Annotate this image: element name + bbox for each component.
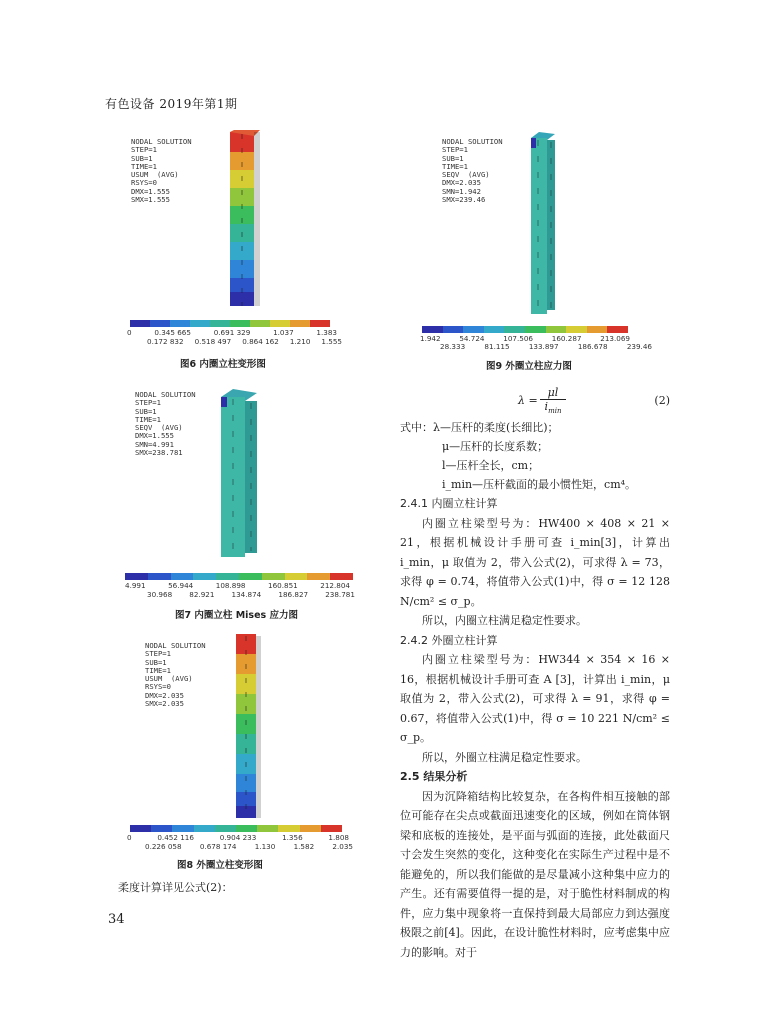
legend-tick-label: 1.130 xyxy=(254,842,276,851)
definition-prefix: 式中： xyxy=(400,421,433,434)
solution-line: TIME=1 xyxy=(131,161,157,171)
color-legend xyxy=(125,573,353,580)
solution-line: STEP=1 xyxy=(145,649,171,659)
solution-line: STEP=1 xyxy=(442,145,468,155)
legend-swatch xyxy=(170,320,190,327)
legend-swatch xyxy=(262,573,285,580)
figure-caption: 图8 外圈立柱变形图 xyxy=(177,860,263,871)
legend-swatch xyxy=(148,573,171,580)
formula-denominator: i xyxy=(544,400,549,413)
solution-line: RSYS=0 xyxy=(131,178,157,188)
legend-swatch xyxy=(270,320,290,327)
solution-line: SMX=239.46 xyxy=(442,195,486,205)
legend-swatch xyxy=(290,320,310,327)
paragraph: 内圈立柱梁型号为：HW400 × 408 × 21 × 21，根据机械设计手册可查 i_min[3]，计算出 i_min，μ 取值为 2，带入公式(2)，可求得 λ = 73，求得 φ = 0.74，将值带入公式(1)中，得 σ = 12 128 N/cm² ≤ σ_p。 xyxy=(400,516,670,608)
column-model xyxy=(220,130,270,310)
legend-tick-label: 0.864 162 xyxy=(242,337,279,346)
legend-swatch xyxy=(463,326,484,333)
figure-caption: 图6 内圈立柱变形图 xyxy=(180,359,266,370)
legend-tick-label: 82.921 xyxy=(189,590,215,599)
legend-swatch xyxy=(546,326,567,333)
body-text-right xyxy=(400,494,670,962)
solution-info xyxy=(131,138,192,204)
color-legend xyxy=(130,320,330,327)
legend-tick-label: 134.874 xyxy=(231,590,262,599)
legend-swatch xyxy=(566,326,587,333)
legend-tick-label: 1.555 xyxy=(321,337,342,346)
figure-caption: 图9 外圈立柱应力图 xyxy=(486,361,572,372)
solution-line: STEP=1 xyxy=(135,398,161,408)
legend-tick-label: 0 xyxy=(127,833,132,842)
legend-tick-label: 0.518 497 xyxy=(194,337,232,346)
legend-tick-label: 213.069 xyxy=(600,334,630,343)
definition-text: μ—压杆的长度系数； xyxy=(442,440,549,453)
legend-tick-label: 0 xyxy=(127,328,132,337)
color-legend xyxy=(130,825,342,832)
running-header: 有色设备 2019年第1期 xyxy=(105,97,238,111)
solution-line: SMX=2.035 xyxy=(145,699,184,709)
legend-ticks-top xyxy=(127,833,349,842)
solution-line: DMX=2.035 xyxy=(442,178,481,188)
definition-text: l—压杆全长，cm； xyxy=(442,459,540,472)
solution-line: NODAL SOLUTION xyxy=(145,641,206,650)
legend-tick-label: 0.345 665 xyxy=(154,328,191,337)
paragraph: 内圈立柱梁型号为：HW344 × 354 × 16 × 16，根据机械设计手册可查 A [3]，计算出 i_min，μ 取值为 2，带入公式(2)，可求得 λ = 91，求得 φ = 0.67，将值带入公式(1)中，得 σ = 10 221 N/cm² ≤ σ_p。 xyxy=(400,653,670,744)
color-legend xyxy=(422,326,628,333)
definition-row xyxy=(400,456,670,475)
left-last-line: 柔度计算详见公式(2)： xyxy=(118,881,233,894)
solution-info xyxy=(135,391,196,457)
legend-swatch xyxy=(525,326,546,333)
legend-tick-label: 239.46 xyxy=(626,342,652,351)
solution-line: DMX=2.035 xyxy=(145,690,184,700)
column-model xyxy=(228,632,268,822)
legend-tick-label: 212.804 xyxy=(320,581,350,590)
section-heading: 2.4.1 内圈立柱计算 xyxy=(400,497,498,510)
solution-line: SMN=1.942 xyxy=(442,186,481,196)
legend-tick-label: 0.452 116 xyxy=(157,833,194,842)
figure-8 xyxy=(125,640,353,880)
legend-tick-label: 81.115 xyxy=(484,342,510,351)
legend-swatch xyxy=(216,573,239,580)
legend-ticks-top xyxy=(125,581,350,590)
legend-swatch xyxy=(171,573,194,580)
definition-text: i_min—压杆截面的最小惯性矩，cm⁴。 xyxy=(442,478,637,491)
legend-ticks-bottom xyxy=(440,342,652,351)
paragraph: 所以，内圈立柱满足稳定性要求。 xyxy=(422,614,587,627)
legend-ticks-bottom xyxy=(145,842,353,851)
definition-text: λ—压杆的柔度(长细比)； xyxy=(433,421,559,434)
legend-tick-label: 0.226 058 xyxy=(145,842,182,851)
legend-tick-label: 30.968 xyxy=(147,590,173,599)
figure-9 xyxy=(418,130,653,375)
legend-swatch xyxy=(321,825,342,832)
legend-tick-label: 108.898 xyxy=(215,581,246,590)
formula-2 xyxy=(400,386,670,418)
solution-line: DMX=1.555 xyxy=(135,431,174,441)
legend-tick-label: 0.691 329 xyxy=(213,328,251,337)
column-model xyxy=(213,387,268,562)
legend-tick-label: 186.678 xyxy=(577,342,608,351)
legend-tick-label: 1.942 xyxy=(420,334,441,343)
solution-line: STEP=1 xyxy=(131,145,157,155)
legend-ticks-bottom xyxy=(147,337,342,346)
legend-tick-label: 1.356 xyxy=(282,833,303,842)
solution-info xyxy=(442,138,503,204)
solution-line: TIME=1 xyxy=(135,414,161,424)
legend-tick-label: 1.210 xyxy=(289,337,311,346)
section-heading: 2.4.2 外圈立柱计算 xyxy=(400,633,498,647)
legend-tick-label: 54.724 xyxy=(459,334,485,343)
definition-row xyxy=(400,437,670,456)
legend-swatch xyxy=(190,320,210,327)
legend-swatch xyxy=(443,326,464,333)
definition-row xyxy=(400,475,670,494)
solution-line: TIME=1 xyxy=(442,161,468,171)
solution-line: USUM (AVG) xyxy=(131,170,179,180)
paragraph: 所以，外圈立柱满足稳定性要求。 xyxy=(422,750,587,764)
legend-swatch xyxy=(257,825,278,832)
legend-tick-label: 1.037 xyxy=(273,328,294,337)
legend-tick-label: 28.333 xyxy=(440,342,466,351)
figure-6 xyxy=(125,130,340,370)
legend-swatch xyxy=(172,825,193,832)
solution-line: SUB=1 xyxy=(442,153,464,163)
legend-swatch xyxy=(285,573,308,580)
page-number: 34 xyxy=(108,912,125,927)
variable-definitions xyxy=(400,418,670,494)
formula-number: (2) xyxy=(654,394,670,407)
solution-line: USUM (AVG) xyxy=(145,674,193,684)
column-model xyxy=(523,130,563,320)
legend-swatch xyxy=(130,320,150,327)
solution-line: SEQV (AVG) xyxy=(135,423,183,433)
legend-swatch xyxy=(215,825,236,832)
solution-line: RSYS=0 xyxy=(145,682,171,692)
formula-numerator: μl xyxy=(540,386,566,400)
legend-swatch xyxy=(236,825,257,832)
legend-swatch xyxy=(210,320,230,327)
legend-tick-label: 107.506 xyxy=(503,334,533,343)
legend-swatch xyxy=(607,326,628,333)
paragraph: 因为沉降箱结构比较复杂，在各构件相互接触的部位可能存在尖点或截面迅速变化的区域，例如在筒体钢梁和底板的连接处，是平面与弧面的连接，此处截面尺寸会发生突然的变化，这种变化在实际生产过程中是不能避免的，所以我们能做的是尽量减小这种集中应力的产生。还有需要值得一提的是，对于脆性材料制成的构件，应力集中现象将一直保持到最大局部应力到达强度极限之前[4]。因此，在设计脆性材料时，应考虑集中应力的影响。对于 xyxy=(400,789,670,959)
legend-swatch xyxy=(193,573,216,580)
section-heading: 2.5 结果分析 xyxy=(400,770,468,783)
legend-swatch xyxy=(422,326,443,333)
column-body xyxy=(221,389,257,557)
legend-tick-label: 238.781 xyxy=(325,590,355,599)
legend-swatch xyxy=(194,825,215,832)
legend-tick-label: 0.678 174 xyxy=(199,842,237,851)
formula-fraction xyxy=(540,386,566,418)
solution-info xyxy=(145,642,206,708)
legend-tick-label: 0.172 832 xyxy=(147,337,184,346)
solution-line: NODAL SOLUTION xyxy=(135,390,196,399)
legend-tick-label: 133.897 xyxy=(528,342,559,351)
legend-swatch xyxy=(125,573,148,580)
solution-line: DMX=1.555 xyxy=(131,186,170,196)
solution-line: SMX=1.555 xyxy=(131,195,170,205)
legend-swatch xyxy=(310,320,330,327)
legend-ticks-bottom xyxy=(147,590,355,599)
legend-swatch xyxy=(587,326,608,333)
solution-line: TIME=1 xyxy=(145,665,171,675)
legend-swatch xyxy=(150,320,170,327)
solution-line: SUB=1 xyxy=(131,153,153,163)
legend-swatch xyxy=(130,825,151,832)
legend-tick-label: 4.991 xyxy=(125,581,146,590)
legend-swatch xyxy=(307,573,330,580)
solution-line: SEQV (AVG) xyxy=(442,170,490,180)
formula-denominator-sub: min xyxy=(548,407,562,416)
formula-lhs: λ = xyxy=(518,394,538,407)
legend-tick-label: 1.383 xyxy=(316,328,337,337)
column-body xyxy=(236,634,261,818)
legend-tick-label: 160.851 xyxy=(268,581,298,590)
legend-swatch xyxy=(484,326,505,333)
legend-swatch xyxy=(230,320,250,327)
legend-swatch xyxy=(278,825,299,832)
legend-swatch xyxy=(239,573,262,580)
figure-caption: 图7 内圈立柱 Mises 应力图 xyxy=(175,610,298,621)
solution-line: NODAL SOLUTION xyxy=(442,137,503,146)
legend-tick-label: 186.827 xyxy=(278,590,309,599)
column-body xyxy=(230,130,260,306)
solution-line: SUB=1 xyxy=(135,406,157,416)
definition-row xyxy=(400,418,670,437)
solution-line: NODAL SOLUTION xyxy=(131,137,192,146)
column-body xyxy=(531,132,555,314)
legend-swatch xyxy=(300,825,321,832)
solution-line: SUB=1 xyxy=(145,657,167,667)
legend-swatch xyxy=(151,825,172,832)
figure-7 xyxy=(125,385,355,620)
legend-ticks-top xyxy=(127,328,337,337)
legend-swatch xyxy=(330,573,353,580)
solution-line: SMX=238.781 xyxy=(135,448,183,458)
legend-tick-label: 0.904 233 xyxy=(219,833,257,842)
legend-tick-label: 1.582 xyxy=(293,842,315,851)
legend-tick-label: 56.944 xyxy=(168,581,194,590)
legend-swatch xyxy=(250,320,270,327)
legend-tick-label: 2.035 xyxy=(332,842,353,851)
solution-line: SMN=4.991 xyxy=(135,439,174,449)
legend-tick-label: 160.287 xyxy=(551,334,582,343)
legend-swatch xyxy=(504,326,525,333)
legend-tick-label: 1.808 xyxy=(328,833,349,842)
